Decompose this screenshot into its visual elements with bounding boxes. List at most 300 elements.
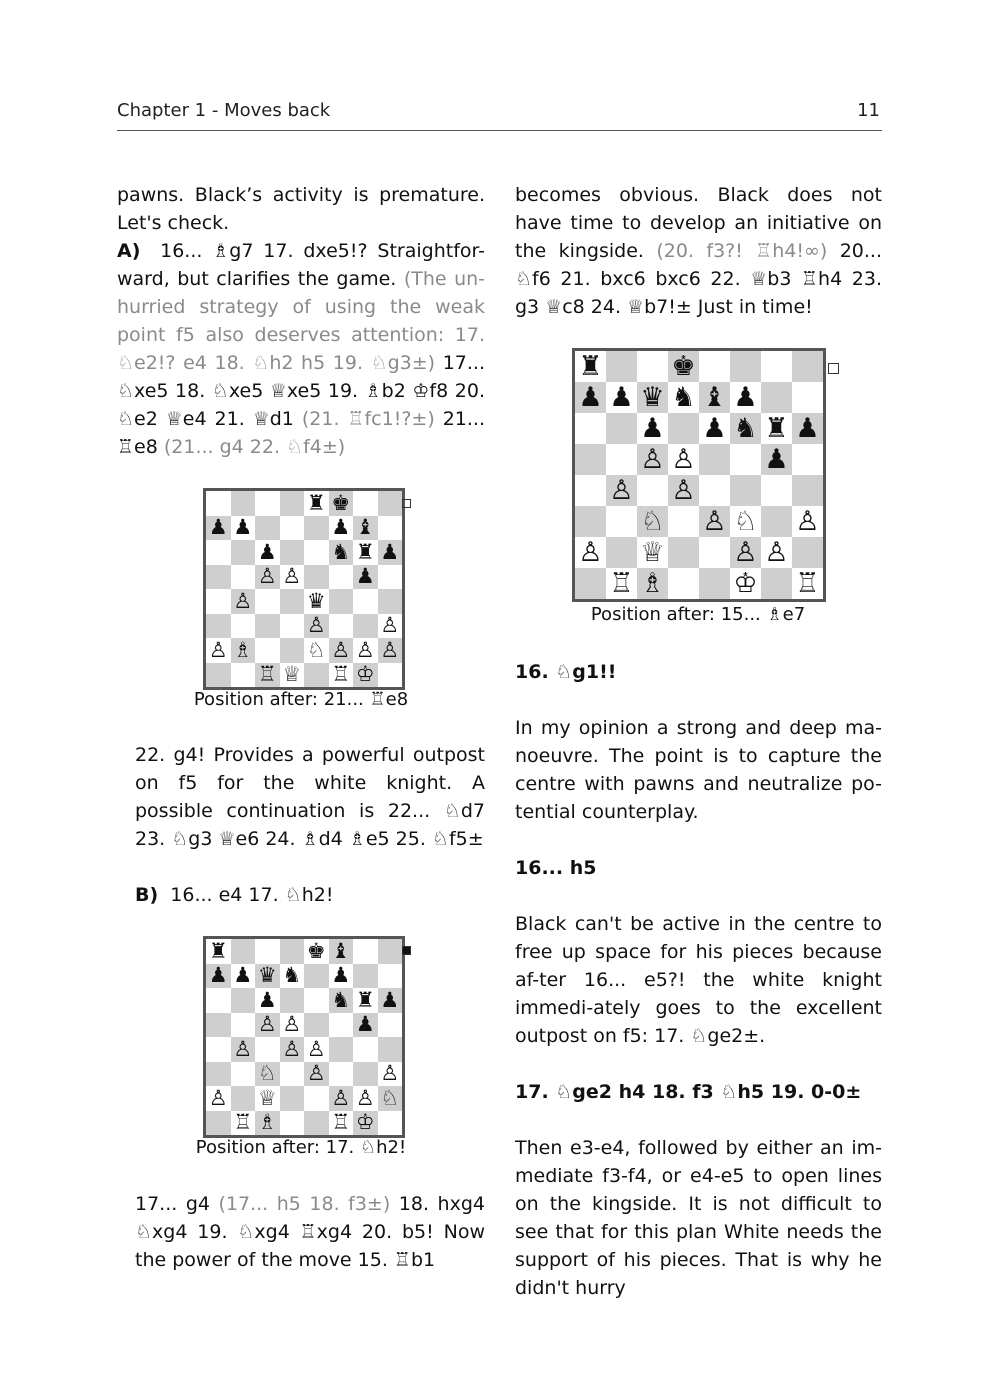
- board-square: [206, 638, 231, 663]
- board-square: [353, 565, 378, 590]
- board-square: [280, 1062, 305, 1087]
- board-square: [255, 988, 280, 1013]
- board-square: [353, 1111, 378, 1136]
- white-pawn-icon: ♙: [733, 537, 758, 568]
- black-queen-icon: ♛: [306, 589, 326, 613]
- black-pawn-icon: ♟: [233, 515, 253, 540]
- board-square: [304, 939, 329, 964]
- board-square: [304, 565, 329, 590]
- board-square: [761, 351, 792, 382]
- board-square: [699, 444, 730, 475]
- board-square: [255, 614, 280, 639]
- board-square: [206, 964, 231, 989]
- board-square: [231, 1086, 256, 1111]
- board-square: [353, 540, 378, 565]
- board-square: [206, 491, 231, 516]
- board-square: [280, 1111, 305, 1136]
- board-square: [231, 491, 256, 516]
- board-square: [606, 382, 637, 413]
- board-square: [280, 540, 305, 565]
- white-pawn-icon: ♙: [257, 564, 277, 589]
- board-square: [329, 988, 354, 1013]
- white-bishop-icon: ♗: [257, 1110, 277, 1135]
- board-square: [280, 565, 305, 590]
- board-square: [761, 413, 792, 444]
- board-square: [280, 988, 305, 1013]
- board-square: [378, 491, 403, 516]
- white-pawn-icon: ♙: [282, 1037, 302, 1061]
- board-square: [761, 568, 792, 599]
- board-square: [668, 413, 699, 444]
- white-pawn-icon: ♙: [306, 1037, 326, 1061]
- white-king-icon: ♔: [355, 1110, 375, 1135]
- white-knight-icon: ♘: [733, 506, 758, 537]
- board-square: [353, 614, 378, 639]
- board-square: [304, 1086, 329, 1111]
- black-pawn-icon: ♟: [257, 988, 277, 1012]
- board-square: [255, 964, 280, 989]
- board-square: [378, 540, 403, 565]
- black-rook-icon: ♜: [355, 988, 375, 1012]
- board-square: [255, 516, 280, 541]
- black-queen-icon: ♛: [640, 382, 665, 413]
- chess-diagram-2: [203, 936, 405, 1138]
- board-square: [606, 413, 637, 444]
- board-square: [304, 1062, 329, 1087]
- right-column-top: [515, 181, 882, 321]
- board-square: [575, 413, 606, 444]
- board-square: [730, 351, 761, 382]
- board-square: [304, 638, 329, 663]
- black-rook-icon: ♜: [306, 491, 326, 515]
- board-square: [353, 964, 378, 989]
- white-pawn-icon: ♙: [355, 638, 375, 662]
- variation-b: [135, 881, 485, 909]
- board-square: [280, 1086, 305, 1111]
- board-square: [730, 537, 761, 568]
- board-square: [637, 506, 668, 537]
- board-square: [280, 663, 305, 688]
- board-square: [637, 537, 668, 568]
- board-square: [353, 1086, 378, 1111]
- white-rook-icon: ♖: [331, 662, 351, 687]
- board-square: [575, 351, 606, 382]
- white-king-icon: ♔: [733, 568, 758, 599]
- black-rook-icon: ♜: [208, 939, 228, 963]
- white-pawn-icon: ♙: [257, 1012, 277, 1037]
- black-pawn-icon: ♟: [640, 413, 665, 444]
- board-square: [792, 444, 823, 475]
- black-rook-icon: ♜: [764, 413, 789, 444]
- white-to-move-icon: [402, 499, 411, 508]
- board-square: [353, 638, 378, 663]
- black-queen-icon: ♛: [257, 963, 277, 988]
- black-knight-icon: ♞: [671, 382, 696, 413]
- board-square: [231, 988, 256, 1013]
- board-square: [280, 516, 305, 541]
- board-square: [378, 1013, 403, 1038]
- board-square: [378, 964, 403, 989]
- white-rook-icon: ♖: [331, 1110, 351, 1135]
- board-square: [255, 540, 280, 565]
- white-pawn-icon: ♙: [306, 1061, 326, 1086]
- board-square: [304, 1037, 329, 1062]
- board-square: [792, 382, 823, 413]
- black-pawn-icon: ♟: [331, 515, 351, 540]
- paragraph: becomes obvious. Black does not have time to develop an initiative on the kingside. (20. f3?! ♖h4!∞) 20... ♘f6 21. bxc6 bxc6 22. ♕b3 ♖h4 23. g3 ♕c8 24. ♕b7!± Just in time!: [515, 184, 882, 318]
- board-square: [575, 475, 606, 506]
- paragraph: 17... g4 (17... h5 18. f3±) 18. hxg4 ♘xg4 19. ♘xg4 ♖xg4 20. b5! Now the power of the move 15. ♖b1: [135, 1193, 485, 1271]
- board-square: [206, 663, 231, 688]
- board-square: [255, 589, 280, 614]
- diagram-caption: Position after: 21... ♖e8: [193, 689, 409, 710]
- black-pawn-icon: ♟: [208, 515, 228, 540]
- board-square: [637, 444, 668, 475]
- board-square: [280, 1013, 305, 1038]
- white-bishop-icon: ♗: [233, 638, 253, 662]
- black-knight-icon: ♞: [733, 413, 758, 444]
- black-knight-icon: ♞: [282, 963, 302, 988]
- board-square: [231, 1037, 256, 1062]
- white-rook-icon: ♖: [257, 662, 277, 687]
- black-king-icon: ♚: [331, 491, 351, 515]
- board-square: [353, 1013, 378, 1038]
- paragraph: 22. g4! Provides a powerful outpost on f5 for the white knight. A possible continuation is 22... ♘d7 23. ♘g3 ♕e6 24. ♗d4 ♗e5 25. ♘f5±: [135, 744, 485, 850]
- board-square: [206, 565, 231, 590]
- white-knight-icon: ♘: [306, 638, 326, 662]
- black-pawn-icon: ♟: [257, 540, 277, 564]
- black-pawn-icon: ♟: [380, 988, 400, 1012]
- board-square: [730, 568, 761, 599]
- board-square: [637, 568, 668, 599]
- board-square: [353, 516, 378, 541]
- board-square: [280, 638, 305, 663]
- board-square: [378, 1062, 403, 1087]
- board-square: [231, 540, 256, 565]
- board-square: [231, 1062, 256, 1087]
- board-square: [668, 444, 699, 475]
- diagram-caption: Position after: 15... ♗e7: [590, 604, 806, 625]
- board-square: [730, 382, 761, 413]
- side-line: (17... h5 18. f3±): [218, 1193, 391, 1215]
- board-square: [699, 537, 730, 568]
- board-square: [280, 939, 305, 964]
- black-bishop-icon: ♝: [355, 515, 375, 540]
- board-square: [761, 537, 792, 568]
- white-rook-icon: ♖: [795, 568, 820, 599]
- board-square: [206, 1086, 231, 1111]
- board-square: [668, 382, 699, 413]
- board-square: [668, 506, 699, 537]
- board-square: [231, 565, 256, 590]
- board-square: [378, 565, 403, 590]
- white-pawn-icon: ♙: [380, 638, 400, 662]
- black-pawn-icon: ♟: [208, 963, 228, 988]
- variation-label: A): [117, 240, 141, 262]
- board-square: [206, 1062, 231, 1087]
- board-square: [792, 475, 823, 506]
- paragraph: Black can't be active in the centre to free up space for his pieces because af-ter 16... e5?! the white knight immedi-ately goes to the excellent outpost on f5: 17. ♘ge2±.: [515, 913, 882, 1047]
- board-square: [255, 1037, 280, 1062]
- board-square: [668, 568, 699, 599]
- white-pawn-icon: ♙: [578, 537, 603, 568]
- board-square: [329, 1013, 354, 1038]
- board-square: [231, 589, 256, 614]
- variation-text: 17... ♘xe5 18. ♘xe5 ♕xe5 19. ♗b2 ♔f8 20. ♘e2 ♕e4 21. ♕d1: [117, 352, 485, 430]
- board-square: [761, 506, 792, 537]
- board-square: [304, 491, 329, 516]
- board-square: [304, 1111, 329, 1136]
- white-queen-icon: ♕: [282, 662, 302, 687]
- chess-diagram-3: [572, 348, 826, 602]
- board-square: [575, 506, 606, 537]
- variation-text: 21... ♖e8: [117, 408, 486, 458]
- board-square: [280, 964, 305, 989]
- white-knight-icon: ♘: [257, 1061, 277, 1086]
- black-pawn-icon: ♟: [380, 540, 400, 564]
- board-square: [304, 614, 329, 639]
- board-square: [378, 1037, 403, 1062]
- black-pawn-icon: ♟: [795, 413, 820, 444]
- board-square: [353, 1062, 378, 1087]
- board-square: [304, 663, 329, 688]
- paragraph: pawns. Black’s activity is premature. Let's check.: [117, 184, 485, 234]
- board-square: [329, 1086, 354, 1111]
- black-to-move-icon: [402, 946, 411, 955]
- board-square: [206, 1111, 231, 1136]
- board-square: [329, 663, 354, 688]
- board-square: [792, 351, 823, 382]
- board-square: [231, 1013, 256, 1038]
- board-square: [304, 540, 329, 565]
- board-square: [699, 382, 730, 413]
- black-knight-icon: ♞: [331, 540, 351, 564]
- white-pawn-icon: ♙: [355, 1086, 375, 1110]
- board-square: [575, 382, 606, 413]
- board-square: [255, 1111, 280, 1136]
- board-square: [792, 568, 823, 599]
- board-square: [280, 1037, 305, 1062]
- board-square: [206, 1013, 231, 1038]
- white-bishop-icon: ♗: [640, 568, 665, 599]
- board-square: [606, 537, 637, 568]
- board-square: [606, 506, 637, 537]
- board-square: [206, 589, 231, 614]
- board-square: [378, 663, 403, 688]
- board-square: [668, 537, 699, 568]
- board-square: [668, 475, 699, 506]
- black-pawn-icon: ♟: [764, 444, 789, 475]
- board-square: [206, 939, 231, 964]
- white-queen-icon: ♕: [257, 1086, 277, 1110]
- board-square: [637, 382, 668, 413]
- white-pawn-icon: ♙: [609, 475, 634, 506]
- chess-diagram-1: [203, 488, 405, 690]
- board-square: [378, 516, 403, 541]
- white-king-icon: ♔: [355, 662, 375, 687]
- board-square: [378, 589, 403, 614]
- board-square: [637, 351, 668, 382]
- board-square: [606, 444, 637, 475]
- board-square: [699, 475, 730, 506]
- right-column-bottom: [515, 658, 882, 1302]
- board-square: [329, 614, 354, 639]
- paragraph: In my opinion a strong and deep ma-noeuvre. The point is to capture the centre with pawns and neutralize po-tential counterplay.: [515, 717, 882, 823]
- board-square: [730, 444, 761, 475]
- left-column-top: [117, 181, 485, 461]
- white-pawn-icon: ♙: [233, 1037, 253, 1061]
- white-pawn-icon: ♙: [306, 613, 326, 638]
- board-square: [206, 614, 231, 639]
- chapter-title: Chapter 1 - Moves back: [117, 100, 331, 121]
- board-square: [353, 1037, 378, 1062]
- white-pawn-icon: ♙: [380, 1061, 400, 1086]
- board-square: [255, 1062, 280, 1087]
- variation-text: 16... e4 17. ♘h2!: [170, 884, 334, 906]
- board-square: [255, 939, 280, 964]
- board-square: [378, 939, 403, 964]
- running-header: [117, 100, 882, 131]
- black-bishop-icon: ♝: [331, 939, 351, 963]
- side-line: (21. ♖fc1!?±): [301, 408, 435, 430]
- black-king-icon: ♚: [671, 351, 696, 382]
- board-square: [699, 506, 730, 537]
- paragraph: Then e3-e4, followed by either an im-mediate f3-f4, or e4-e5 to open lines on the kingside. It is not difficult to see that for this plan White needs the support of his pieces. That is why he didn't hurry: [515, 1137, 882, 1299]
- board-square: [761, 475, 792, 506]
- black-pawn-icon: ♟: [355, 564, 375, 589]
- board-square: [575, 444, 606, 475]
- board-square: [255, 565, 280, 590]
- white-knight-icon: ♘: [380, 1086, 400, 1110]
- black-pawn-icon: ♟: [702, 413, 727, 444]
- white-pawn-icon: ♙: [764, 537, 789, 568]
- white-pawn-icon: ♙: [702, 506, 727, 537]
- board-square: [304, 988, 329, 1013]
- left-column-mid: [135, 741, 485, 909]
- board-square: [329, 1111, 354, 1136]
- board-square: [606, 475, 637, 506]
- black-king-icon: ♚: [306, 939, 326, 963]
- black-pawn-icon: ♟: [331, 963, 351, 988]
- board-square: [231, 1111, 256, 1136]
- board-square: [329, 540, 354, 565]
- move-heading: 16... h5: [515, 857, 597, 879]
- white-pawn-icon: ♙: [331, 638, 351, 662]
- board-square: [730, 475, 761, 506]
- white-pawn-icon: ♙: [671, 444, 696, 475]
- white-pawn-icon: ♙: [331, 1086, 351, 1110]
- board-square: [668, 351, 699, 382]
- white-pawn-icon: ♙: [282, 564, 302, 589]
- board-square: [255, 1013, 280, 1038]
- white-pawn-icon: ♙: [282, 1012, 302, 1037]
- black-pawn-icon: ♟: [578, 382, 603, 413]
- white-pawn-icon: ♙: [208, 1086, 228, 1110]
- side-line: (The un-hurried strategy of using the weak point f5 also deserves attention: 17. ♘e2!? e4 18. ♘h2 h5 19. ♘g3±): [117, 268, 486, 374]
- white-rook-icon: ♖: [609, 568, 634, 599]
- board-square: [353, 663, 378, 688]
- white-pawn-icon: ♙: [640, 444, 665, 475]
- board-square: [606, 351, 637, 382]
- board-square: [606, 568, 637, 599]
- board-square: [255, 663, 280, 688]
- board-square: [280, 614, 305, 639]
- board-square: [378, 638, 403, 663]
- board-square: [699, 413, 730, 444]
- board-square: [353, 939, 378, 964]
- board-square: [329, 1037, 354, 1062]
- black-bishop-icon: ♝: [702, 382, 727, 413]
- board-square: [730, 413, 761, 444]
- board-square: [792, 413, 823, 444]
- board-square: [761, 444, 792, 475]
- board-square: [329, 491, 354, 516]
- white-pawn-icon: ♙: [671, 475, 696, 506]
- board-square: [255, 1086, 280, 1111]
- board-square: [378, 1086, 403, 1111]
- board-square: [353, 988, 378, 1013]
- board-square: [730, 506, 761, 537]
- board-square: [280, 491, 305, 516]
- side-line: (20. f3?! ♖h4!∞): [656, 240, 828, 262]
- white-to-move-icon: [828, 363, 839, 374]
- move-heading: 16. ♘g1!!: [515, 661, 617, 683]
- move-heading: 17. ♘ge2 h4 18. f3 ♘h5 19. 0-0±: [515, 1081, 862, 1103]
- diagram-caption: Position after: 17. ♘h2!: [195, 1137, 407, 1158]
- board-square: [304, 964, 329, 989]
- board-square: [378, 614, 403, 639]
- board-square: [353, 589, 378, 614]
- variation-label: B): [135, 884, 159, 906]
- board-square: [304, 516, 329, 541]
- black-pawn-icon: ♟: [355, 1012, 375, 1037]
- board-square: [206, 540, 231, 565]
- board-square: [329, 589, 354, 614]
- board-square: [575, 537, 606, 568]
- board-square: [231, 638, 256, 663]
- board-square: [206, 988, 231, 1013]
- black-rook-icon: ♜: [578, 351, 603, 382]
- board-square: [231, 516, 256, 541]
- board-square: [280, 589, 305, 614]
- board-square: [329, 565, 354, 590]
- board-square: [206, 1037, 231, 1062]
- board-square: [378, 988, 403, 1013]
- left-column-bottom: [135, 1190, 485, 1274]
- white-pawn-icon: ♙: [208, 638, 228, 662]
- board-square: [231, 614, 256, 639]
- board-square: [231, 939, 256, 964]
- board-square: [575, 568, 606, 599]
- board-square: [761, 382, 792, 413]
- board-square: [329, 638, 354, 663]
- board-square: [255, 638, 280, 663]
- board-square: [792, 506, 823, 537]
- board-square: [699, 568, 730, 599]
- board-square: [255, 491, 280, 516]
- board-square: [699, 351, 730, 382]
- board-square: [329, 939, 354, 964]
- black-pawn-icon: ♟: [733, 382, 758, 413]
- white-pawn-icon: ♙: [233, 589, 253, 613]
- board-square: [304, 1013, 329, 1038]
- board-square: [329, 964, 354, 989]
- board-square: [637, 413, 668, 444]
- white-pawn-icon: ♙: [380, 613, 400, 638]
- board-square: [637, 475, 668, 506]
- board-square: [329, 516, 354, 541]
- board-square: [329, 1062, 354, 1087]
